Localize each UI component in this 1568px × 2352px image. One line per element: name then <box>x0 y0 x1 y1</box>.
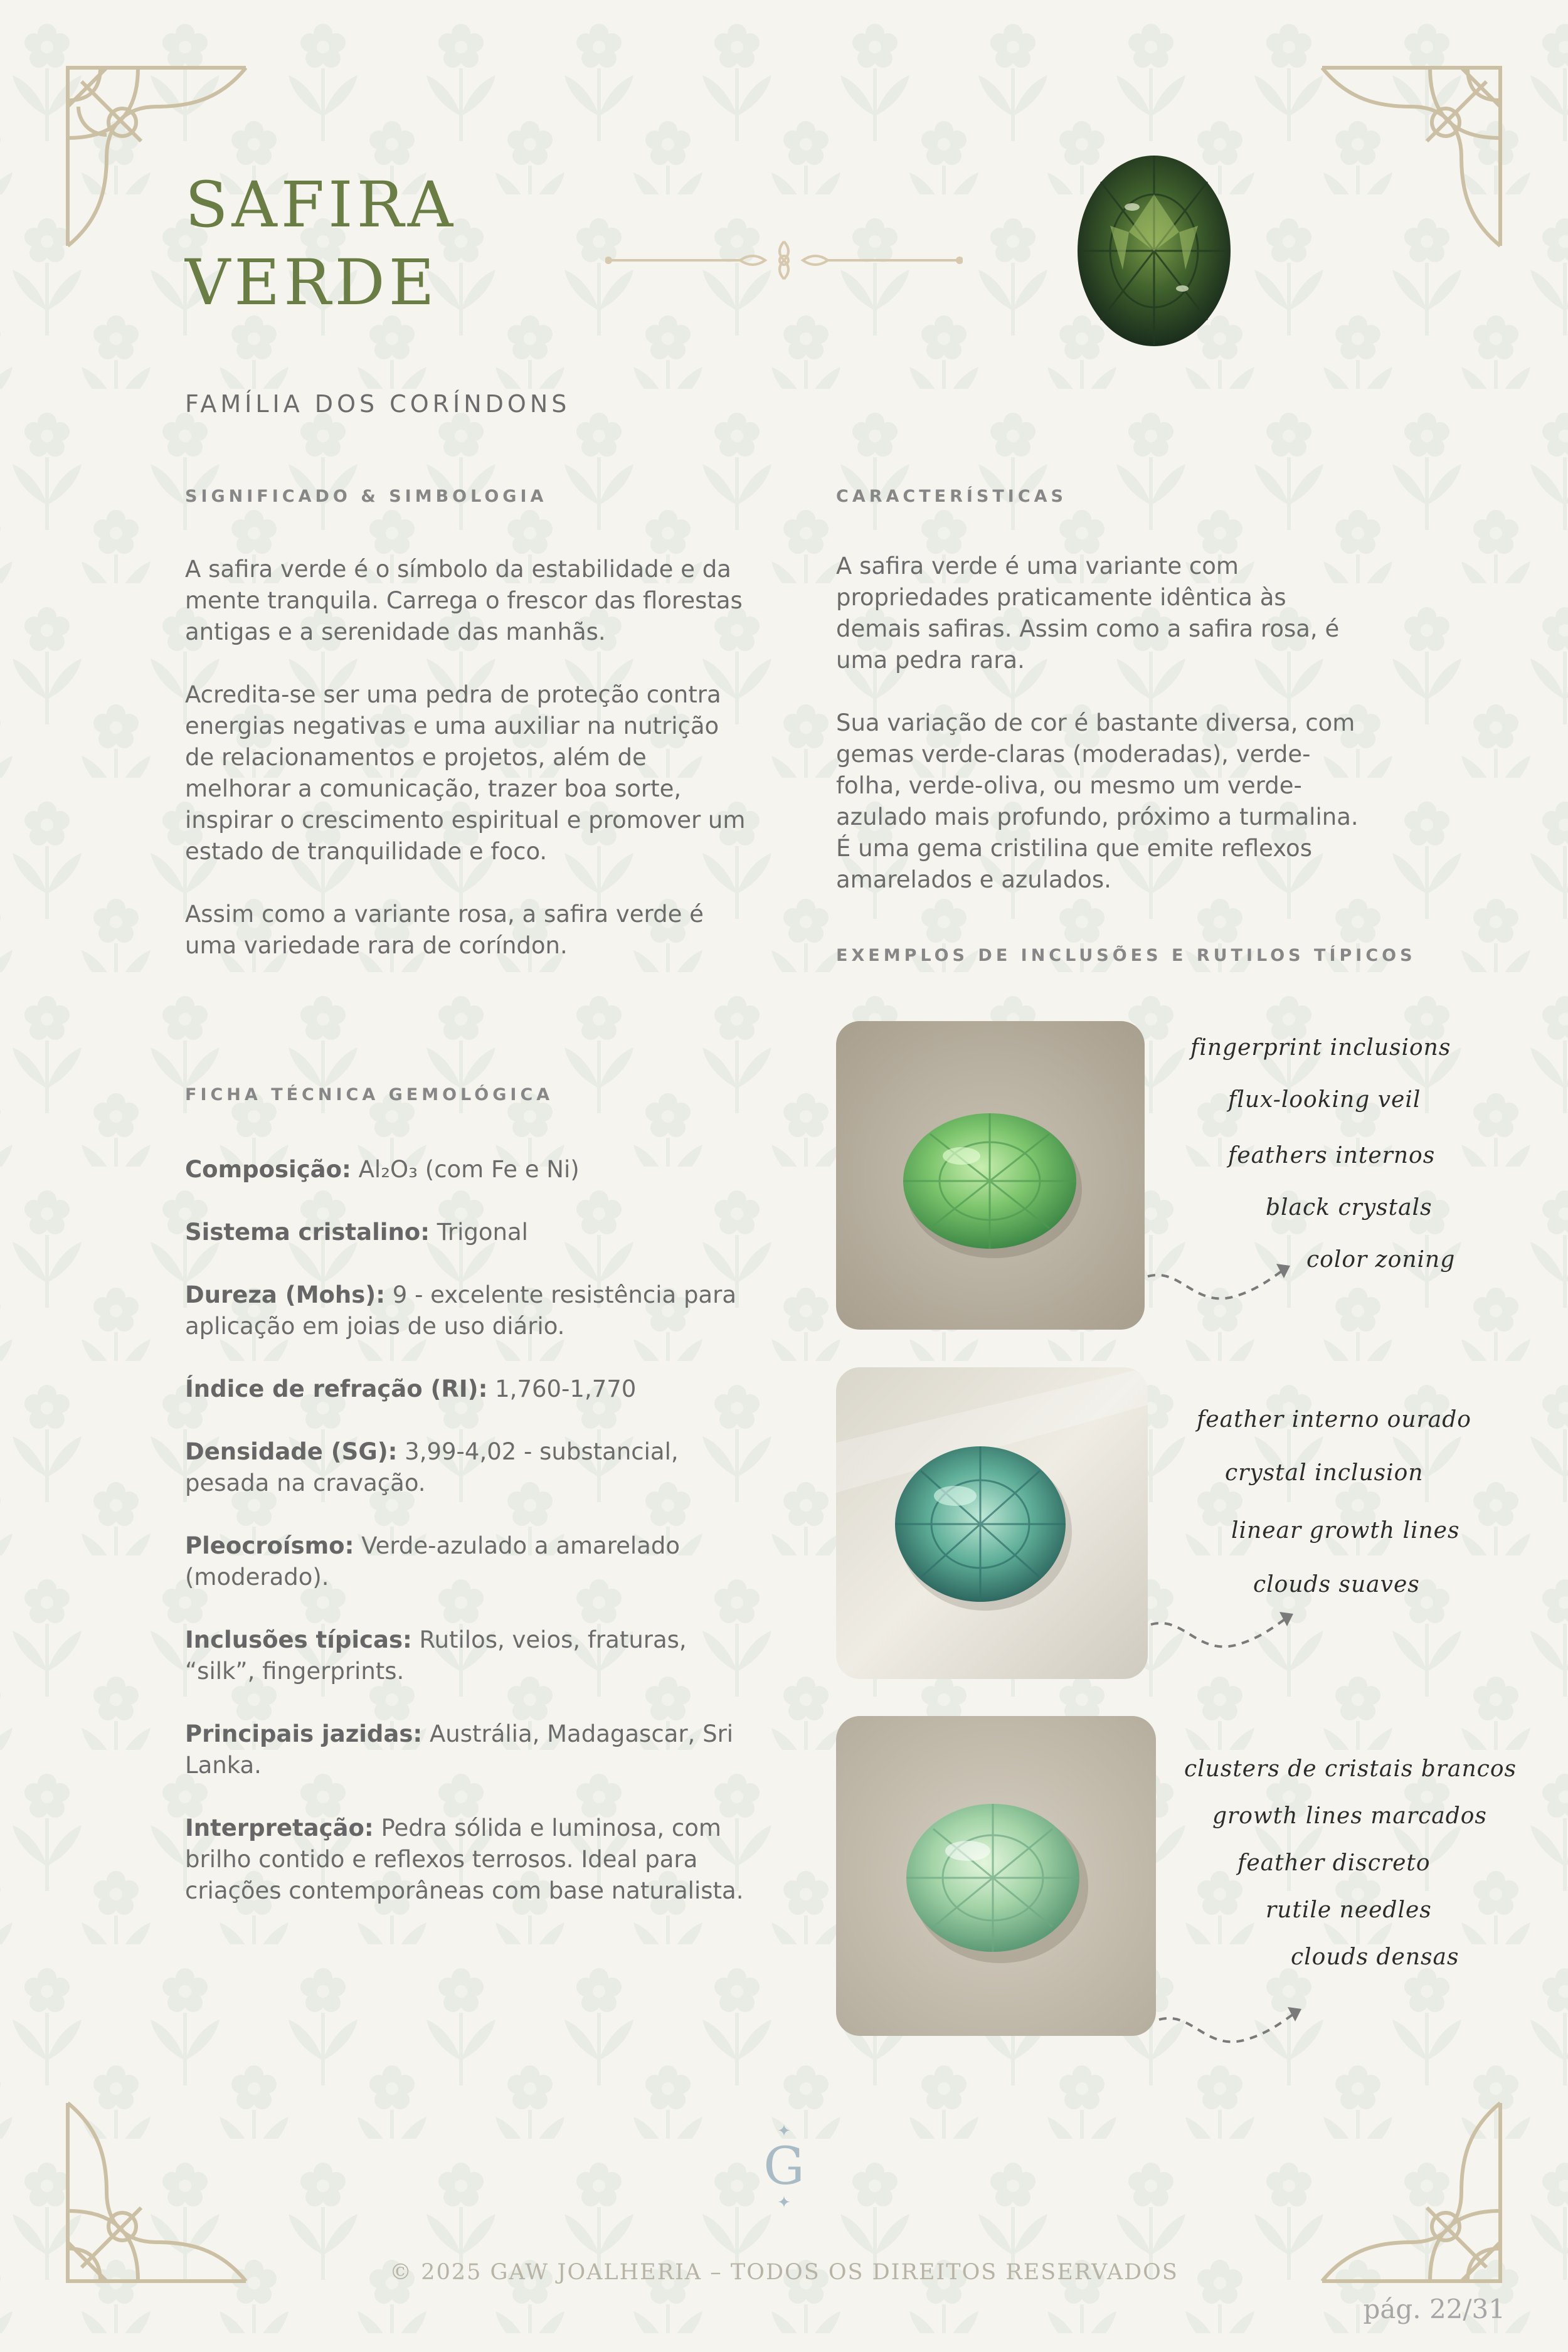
meaning-heading: SIGNIFICADO & SIMBOLOGIA <box>185 487 548 506</box>
corner-ornament-top-right <box>1317 63 1505 251</box>
inclusion-note-3-5: clouds densas <box>1291 1944 1459 1970</box>
page-subtitle: FAMÍLIA DOS CORÍNDONS <box>185 390 571 418</box>
inclusions-heading: EXEMPLOS DE INCLUSÕES E RUTILOS TÍPICOS <box>836 946 1416 965</box>
title-line-1: SAFIRA <box>185 168 457 241</box>
inclusion-note-1-5: color zoning <box>1306 1247 1456 1273</box>
characteristics-paragraph-2: Sua variação de cor é bastante diversa, com gemas verde-claras (moderadas), verde-folha, verde-oliva, ou mesmo um verde-azulado mais profundo, próximo a turmalina. É uma gema cristilina que emite reflexos amarelados e azulados. <box>836 709 1359 893</box>
dashed-arrow-1 <box>1145 1254 1295 1311</box>
inclusion-note-3-1: clusters de cristais brancos <box>1184 1756 1517 1782</box>
sparkle-icon-bottom: ✦ <box>777 2193 791 2212</box>
spec-density: Densidade (SG): 3,99-4,02 - substancial, pesada na cravação. <box>185 1438 679 1496</box>
technical-sheet-heading: FICHA TÉCNICA GEMOLÓGICA <box>185 1085 554 1104</box>
inclusion-photo-2 <box>836 1367 1148 1679</box>
inclusion-note-2-1: feather interno ourado <box>1197 1407 1471 1433</box>
spec-main-deposits: Principais jazidas: Austrália, Madagascar, Sri Lanka. <box>185 1720 734 1779</box>
inclusion-note-1-3: feathers internos <box>1228 1143 1436 1168</box>
page-title <box>185 166 624 322</box>
technical-sheet-list <box>185 1154 753 1938</box>
spec-composition: Composição: Al₂O₃ (com Fe e Ni) <box>185 1156 580 1183</box>
dashed-arrow-3 <box>1156 1998 1306 2054</box>
meaning-paragraph-2: Acredita-se ser uma pedra de proteção contra energias negativas e uma auxiliar na nutrição de relacionamentos e projetos, além de melhorar a comunicação, trazer boa sorte, inspirar o crescimento espiritual e promover um estado de tranquilidade e foco. <box>185 681 746 865</box>
spec-hardness: Dureza (Mohs): 9 - excelente resistência para aplicação em joias de uso diário. <box>185 1281 736 1340</box>
title-line-2: VERDE <box>185 246 438 319</box>
meaning-paragraph-3: Assim como a variante rosa, a safira verde é uma variedade rara de coríndon. <box>185 901 704 959</box>
inclusion-note-1-2: flux-looking veil <box>1228 1087 1421 1113</box>
brand-logo <box>753 2123 815 2211</box>
green-sapphire-gem-image <box>1073 151 1236 351</box>
spec-pleochroism: Pleocroísmo: Verde-azulado a amarelado (moderado). <box>185 1532 680 1591</box>
spec-refractive-index: Índice de refração (RI): 1,760-1,770 <box>185 1375 637 1402</box>
corner-ornament-bottom-left <box>63 2098 251 2286</box>
inclusion-note-2-4: clouds suaves <box>1253 1572 1420 1597</box>
inclusion-note-3-2: growth lines marcados <box>1212 1803 1487 1829</box>
spec-interpretation: Interpretação: Pedra sólida e luminosa, com brilho contido e reflexos terrosos. Ideal para criações contemporâneas com base naturalista. <box>185 1814 744 1904</box>
logo-letter: G <box>763 2137 805 2196</box>
decorative-divider <box>605 235 963 285</box>
inclusion-note-1-1: fingerprint inclusions <box>1190 1035 1451 1061</box>
characteristics-heading: CARACTERÍSTICAS <box>836 487 1067 506</box>
characteristics-text <box>836 551 1375 896</box>
meaning-text <box>185 554 753 961</box>
inclusion-note-1-4: black crystals <box>1266 1195 1433 1221</box>
inclusion-note-3-4: rutile needles <box>1266 1897 1432 1923</box>
spec-typical-inclusions: Inclusões típicas: Rutilos, veios, fraturas, “silk”, fingerprints. <box>185 1626 687 1685</box>
inclusion-photo-3 <box>836 1716 1156 2036</box>
footer-copyright: © 2025 GAW JOALHERIA – TODOS OS DIREITOS RESERVADOS <box>389 2260 1179 2285</box>
characteristics-paragraph-1: A safira verde é uma variante com propriedades praticamente idêntica às demais safiras. Assim como a safira rosa, é uma pedra rara. <box>836 553 1340 674</box>
meaning-paragraph-1: A safira verde é o símbolo da estabilidade e da mente tranquila. Carrega o frescor das florestas antigas e a serenidade das manhãs. <box>185 556 743 645</box>
sparkle-icon-top: ✦ <box>777 2122 791 2141</box>
spec-crystal-system: Sistema cristalino: Trigonal <box>185 1219 528 1246</box>
inclusion-note-2-2: crystal inclusion <box>1225 1460 1424 1486</box>
inclusion-note-3-3: feather discreto <box>1237 1850 1431 1876</box>
corner-ornament-bottom-right <box>1317 2098 1505 2286</box>
inclusion-photo-1 <box>836 1021 1145 1330</box>
inclusion-note-2-3: linear growth lines <box>1231 1518 1460 1544</box>
dashed-arrow-2 <box>1148 1602 1298 1659</box>
page-number: pág. 22/31 <box>1363 2294 1505 2324</box>
